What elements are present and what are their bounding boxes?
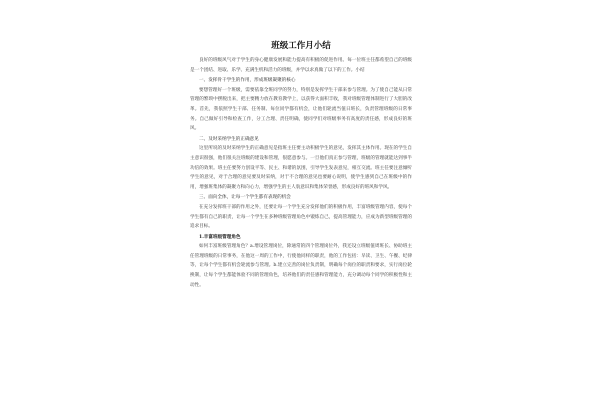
document-title: 班级工作月小结 xyxy=(271,41,331,51)
section-1-paragraph: 要想管理好一个班级，需要依靠全班同学的努力，特别是发挥学生干部来参与管理。为了使自己能从日常管理的繁琐中摆脱出来，把主要精力放在教育教学上，以获得大面积丰收，我对班级管理体制进行了大胆的改革。首先，我依照学生干部、任务制、每位同学都有机会，让他们轮流当值日班长，负责管理班级的日常事务。自己做好引导和检查工作，分工合理、责任明确，使同学们对班级事务有高度的责任感，形成良好的班风。 xyxy=(190,87,412,132)
section-2-paragraph: 这里所说的及时采纳学生的正确意见是指班主任要主动积极学生的意见，发挥其主体作用。现在的学生自主意识很强，他们很关注班级的建设和管理，很愿意参与。一旦他们真正参与管理，班级的管理就能达到事半功倍的效果。班主任要努力创设平等、民主、和谐的氛围，引导学生发表意见，相互交流。班主任要注意倾听学生的意见，对于合理的意见要及时采纳，对于不合理的意见也要耐心说明，使学生感到自己在班级中的作用，增强班集体的凝聚力和向心力，增强学生的主人翁意识和集体荣誉感，形成良好的班风和学风。 xyxy=(190,146,412,190)
subsection-1-paragraph: 如何丰富班级管理角色？a.增设管理岗位，除通常的四个管理岗位外，我还设立班级值周班长、协助班主任管理班级的日常事务，在他这一周的工作中，行使他同样的职责，他的工作包括：早读、卫生、午餐、纪律等，让每个学生都有机会轮流参与管理。b.建立完善的岗位负责制，明确每个岗位的职责和要求，实行岗位轮换制，让每个学生都能体验不同的管理角色，培养他们的责任感和管理能力，充分调动每个同学的积极性和主动性。 xyxy=(190,244,412,288)
section-2-heading: 二、及时采纳学生的正确意见 xyxy=(199,136,259,142)
section-1-heading: 一、发挥骨干学生的作用，形成班级凝聚的核心 xyxy=(199,78,296,84)
intro-paragraph: 良好的班级风气对于学生的身心健康发展和能力提高有积极的促进作用。每一位班主任都希望自己的班级是一个团结、进取、乐学、充满生机和活力的班级，并学以求真做了以下的工作。小结 xyxy=(190,58,412,73)
subsection-1-heading: 1.丰富班级管理角色 xyxy=(199,234,241,240)
section-3-heading: 三、面向全体，让每一个学生都有表现的机会 xyxy=(199,195,291,201)
document-sheet xyxy=(190,30,412,400)
section-3-paragraph: 在充分发挥班干部的作用之外，还要让每一个学生充分发挥他们的积极作用，丰富班级管理内容，使每个学生都有自己的职责，让每一个学生在多种班级管理角色中锻炼自己，提高管理能力，应成为新型班级管理的追求目标。 xyxy=(190,204,412,230)
